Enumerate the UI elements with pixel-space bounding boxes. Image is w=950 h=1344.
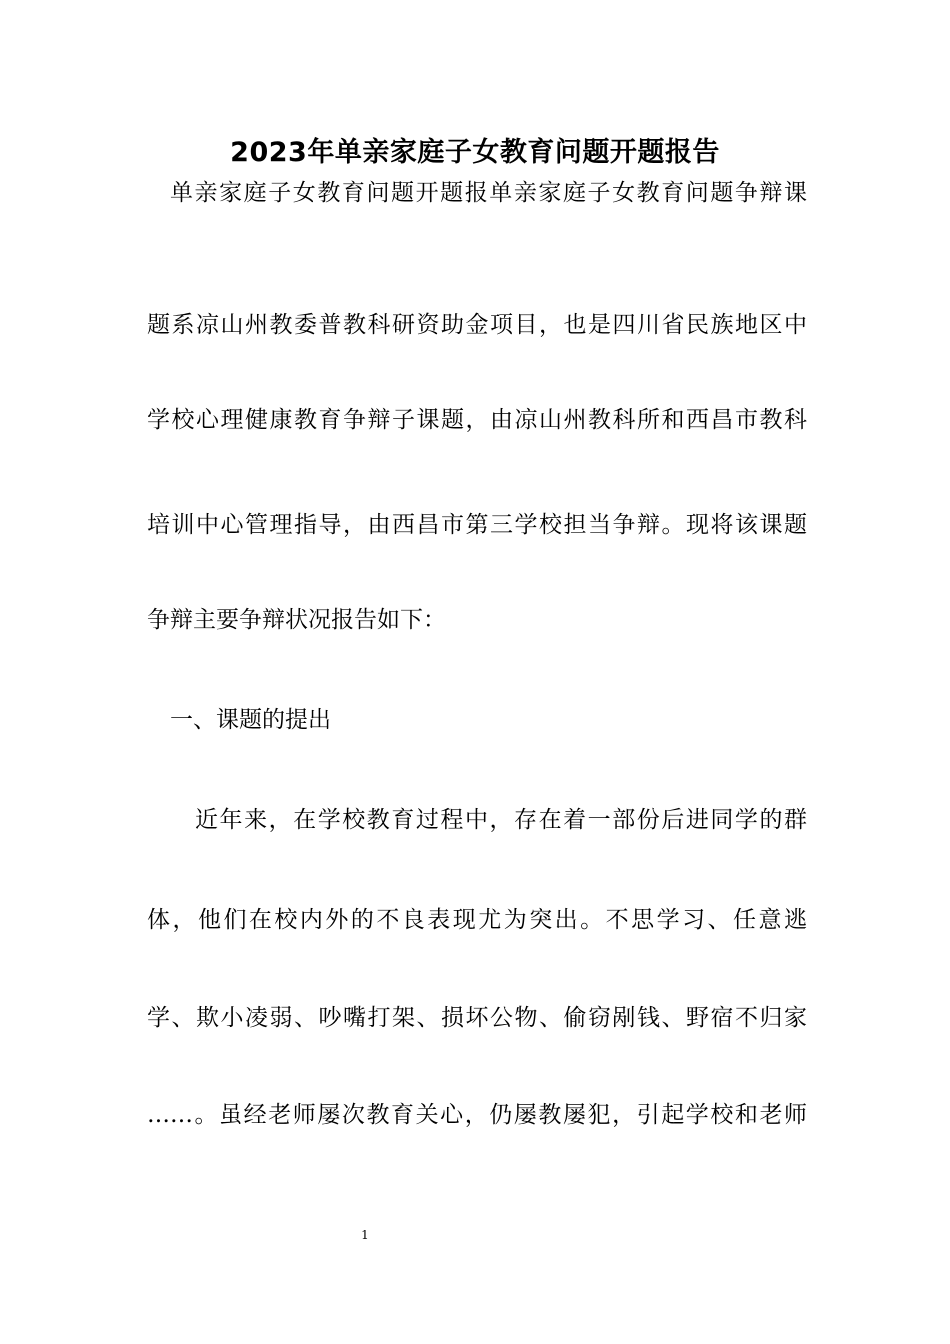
paragraph-line: 近年来，在学校教育过程中，存在着一部份后进同学的群 (195, 807, 807, 833)
page-number: 1 (361, 1228, 369, 1242)
paragraph-line: 培训中心管理指导，由西昌市第三学校担当争辩。现将该课题 (147, 512, 807, 538)
section-heading: 一、课题的提出 (170, 707, 331, 733)
paragraph-line: 争辩主要争辩状况报告如下： (147, 607, 446, 633)
paragraph-line: 体，他们在校内外的不良表现尤为突出。不思学习、任意逃 (147, 907, 807, 933)
paragraph-line: 单亲家庭子女教育问题开题报单亲家庭子女教育问题争辩课 (170, 180, 807, 206)
paragraph-line: 题系凉山州教委普教科研资助金项目，也是四川省民族地区中 (147, 312, 807, 338)
paragraph-line: 学校心理健康教育争辩子课题，由凉山州教科所和西昌市教科 (147, 407, 807, 433)
paragraph-line: ……。虽经老师屡次教育关心，仍屡教屡犯，引起学校和老师 (147, 1102, 807, 1128)
paragraph-line: 学、欺小凌弱、吵嘴打架、损坏公物、偷窃剐钱、野宿不归家 (147, 1005, 807, 1031)
document-title: 2023年单亲家庭子女教育问题开题报告 (230, 137, 720, 168)
